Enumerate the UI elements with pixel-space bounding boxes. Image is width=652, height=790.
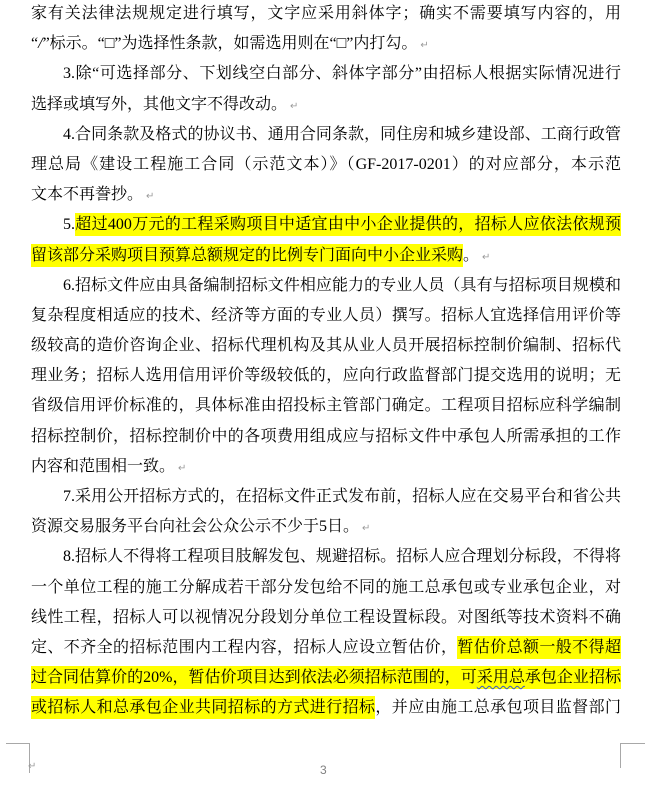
text-line bbox=[31, 452, 621, 482]
text-line bbox=[31, 241, 621, 271]
paragraph-mark-icon: ↵ bbox=[482, 251, 491, 263]
highlighted-text: 过合同估算价的20%，暂估价项目达到依法必须招标范围的，可 bbox=[31, 666, 477, 689]
text-line bbox=[31, 422, 621, 452]
paragraph-item-8 bbox=[31, 542, 621, 723]
margin-corner-mark-left bbox=[6, 743, 30, 773]
highlighted-text: 超过400万元的工程采购项目中适宜由中小企业提供的，招标人应依法依规预 bbox=[75, 213, 621, 236]
text-line bbox=[31, 663, 621, 693]
text-line bbox=[31, 573, 621, 603]
text-segment: 理总局《建设工程施工合同（示范文本）》（GF-2017-0201）的对应部分，本示范 bbox=[31, 155, 621, 173]
document-body[interactable] bbox=[31, 0, 621, 724]
text-segment: 一个单位工程的施工分解成若干部分发包给不同的施工总承包或专业承包企业，对 bbox=[31, 578, 621, 596]
highlighted-text: 暂估价总额一般不得超 bbox=[457, 636, 621, 659]
text-line bbox=[31, 271, 621, 301]
text-line bbox=[31, 693, 621, 723]
paragraph-item-7 bbox=[31, 482, 621, 542]
text-segment: ，并应由施工总承包项目监督部门 bbox=[375, 699, 621, 717]
paragraph-item-3 bbox=[31, 59, 621, 119]
paragraph-mark-icon: ↵ bbox=[290, 100, 299, 112]
highlighted-text: 留该部分采购项目预算总额规定的比例专门面向中小企业采购 bbox=[31, 244, 463, 267]
text-line bbox=[31, 301, 621, 331]
text-segment: 招标控制价，招标控制价中的各项费用组成应与招标文件中承包人所需承担的工作 bbox=[31, 427, 621, 445]
page-number: 3 bbox=[320, 763, 327, 777]
text-segment: 选择或填写外，其他文字不得改动。 bbox=[31, 95, 288, 113]
text-line bbox=[31, 361, 621, 391]
text-segment: 定、不齐全的招标范围内工程内容，招标人应设立暂估价， bbox=[31, 638, 458, 656]
text-line bbox=[31, 120, 621, 150]
text-line bbox=[31, 180, 621, 210]
text-segment: “ bbox=[31, 35, 39, 53]
text-segment: 4.合同条款及格式的协议书、通用合同条款，同住房和城乡建设部、工商行政管 bbox=[63, 125, 621, 143]
text-segment: 5. bbox=[63, 216, 75, 234]
text-line bbox=[31, 482, 621, 512]
paragraph-mark-icon: ↵ bbox=[362, 523, 371, 535]
text-segment: 文本不再誊抄。 bbox=[31, 186, 144, 204]
italic-slash: / bbox=[38, 35, 43, 53]
text-segment: 7.采用公开招标方式的，在招标文件正式发布前，招标人应在交易平台和省公共 bbox=[63, 488, 621, 505]
text-line bbox=[31, 542, 621, 572]
text-line bbox=[31, 331, 621, 361]
text-line bbox=[31, 603, 621, 633]
paragraph-item-4 bbox=[31, 120, 621, 211]
paragraph-mark-icon: ↵ bbox=[146, 191, 155, 203]
text-segment: 理业务；招标人选用信用评价等级较低的，应向行政监督部门提交选用的说明；无 bbox=[31, 367, 621, 385]
paragraph-mark-icon: ↵ bbox=[28, 761, 37, 772]
text-line bbox=[31, 150, 621, 180]
text-line bbox=[31, 633, 621, 663]
text-line bbox=[31, 391, 621, 421]
text-line bbox=[31, 59, 621, 89]
text-line bbox=[31, 90, 621, 120]
text-line bbox=[31, 210, 621, 240]
text-segment: 。 bbox=[463, 246, 480, 264]
text-segment: 复杂程度相适应的技术、经济等方面的专业人员）撰写。招标人宜选择信用评价等 bbox=[31, 306, 621, 324]
text-segment: 内容和范围相一致。 bbox=[31, 457, 176, 475]
paragraph-mark-icon: ↵ bbox=[178, 462, 187, 474]
text-segment: 线性工程，招标人可以视情况分段划分单位工程设置标段。对图纸等技术资料不确 bbox=[31, 608, 621, 626]
paragraph-item-5 bbox=[31, 210, 621, 270]
paragraph-mark-icon: ↵ bbox=[420, 40, 429, 52]
text-segment: 资源交易服务平台向社会公众公示不少于5日。 bbox=[31, 518, 360, 536]
margin-corner-mark-right bbox=[620, 743, 645, 768]
text-segment: 6.招标文件应由具备编制招标文件相应能力的专业人员（具有与招标项目规模和 bbox=[63, 276, 621, 294]
paragraph-intro-continued bbox=[31, 0, 621, 59]
grammar-flagged-text[interactable]: 采用总 bbox=[477, 666, 525, 689]
text-segment: 3.除“可选择部分、下划线空白部分、斜体字部分”由招标人根据实际情况进行 bbox=[63, 65, 621, 83]
highlighted-text: 或招标人和总承包企业共同招标的方式进行招标 bbox=[31, 696, 375, 719]
text-segment: 8.招标人不得将工程项目肢解发包、规避招标。招标人应合理划分标段，不得将 bbox=[63, 548, 621, 566]
text-segment: 级较高的造价咨询企业、招标代理机构及其从业人员开展招标控制价编制、招标代 bbox=[31, 337, 621, 355]
highlighted-text: 承包企业招标 bbox=[525, 666, 621, 689]
paragraph-item-6 bbox=[31, 271, 621, 482]
text-segment: 省级信用评价标准的，具体标准由招投标主管部门确定。工程项目招标应科学编制 bbox=[31, 397, 621, 415]
text-segment: ”标示。“□”为选择性条款，如需选用则在“□”内打勾。 bbox=[42, 35, 418, 53]
text-segment: 家有关法律法规规定进行填写，文字应采用斜体字；确实不需要填写内容的，用 bbox=[31, 5, 621, 22]
text-line bbox=[31, 512, 621, 542]
text-line bbox=[31, 0, 621, 29]
text-line bbox=[31, 29, 621, 59]
